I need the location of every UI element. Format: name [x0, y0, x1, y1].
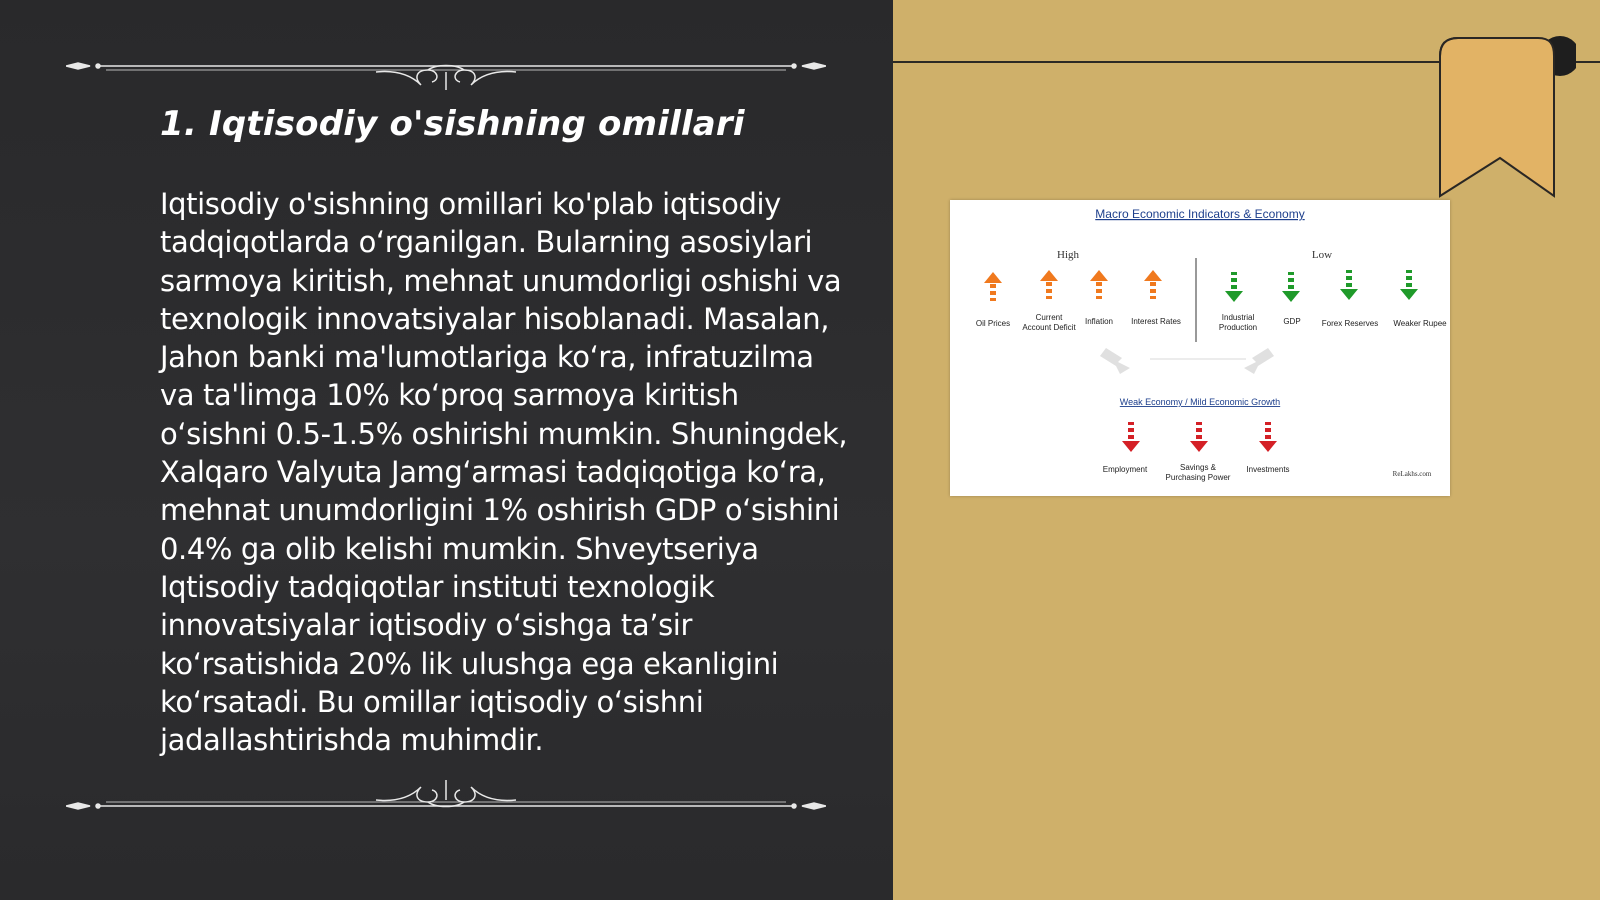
investments-down-arrow-icon: [1259, 422, 1277, 452]
low-item-label: Industrial: [1221, 313, 1255, 322]
high-item-label: Oil Prices: [975, 319, 1011, 328]
result-item-label: Employment: [1102, 465, 1148, 474]
result-item-label: Investments: [1246, 465, 1290, 474]
result-item-label: Savings &: [1179, 463, 1217, 472]
bottom-ornament-divider: [66, 776, 826, 826]
slide-body-text: Iqtisodiy o'sishning omillari ko'plab iqtisodiy tadqiqotlarda o‘rganilgan. Bularning asosiylari sarmoya kiritish, mehnat unumdorligi oshishi va texnologik innovatsiyalar hisoblanadi. Masalan, Jahon banki ma'lumotlariga ko‘ra, infratuzilma va ta'limga 10% ko‘proq sarmoya kiritish o‘sishni 0.5-1.5% oshirishi mumkin. Shuningdek, Xalqaro Valyuta Jamg‘armasi tadqiqotiga ko‘ra, mehnat unumdorligini 1% oshirish GDP o‘sishini 0.4% ga olib kelishi mumkin. Shveytseriya Iqtisodiy tadqiqotlar instituti texnologik innovatsiyalar iqtisodiy o‘sishga ta’sir ko‘rsatishida 20% lik ulushga ega ekanligini ko‘rsatadi. Bu omillar iqtisodiy o‘sishni jadallashtirishda muhimdir.: [160, 187, 848, 758]
low-item-label: Production: [1218, 323, 1258, 332]
result-label: Weak Economy / Mild Economic Growth: [1119, 397, 1281, 407]
high-item-label: Account Deficit: [1022, 323, 1076, 332]
oil-prices-up-arrow-icon: [984, 272, 1002, 301]
top-ornament-divider: [66, 40, 826, 90]
source-credit: ReLakhs.com: [1392, 470, 1432, 478]
low-item-label: Weaker Rupee: [1393, 319, 1447, 328]
result-item-label: Purchasing Power: [1165, 473, 1231, 482]
forex-reserves-down-arrow-icon: [1340, 270, 1358, 300]
current-account-deficit-up-arrow-icon: [1040, 270, 1058, 299]
low-label: Low: [1311, 249, 1333, 261]
interest-rates-up-arrow-icon: [1144, 270, 1162, 299]
savings-down-arrow-icon: [1190, 422, 1208, 452]
bookmark-icon: [1436, 34, 1576, 204]
low-item-label: GDP: [1283, 317, 1301, 326]
infographic-title: Macro Economic Indicators & Economy: [1095, 207, 1305, 221]
industrial-production-down-arrow-icon: [1225, 272, 1243, 302]
high-item-label: Interest Rates: [1131, 317, 1181, 326]
inflation-up-arrow-icon: [1090, 270, 1108, 299]
connector-arrows: [1100, 348, 1274, 374]
high-item-label: Inflation: [1084, 317, 1114, 326]
low-item-label: Forex Reserves: [1321, 319, 1379, 328]
slide-title: 1. Iqtisodiy o'sishning omillari: [160, 104, 745, 144]
employment-down-arrow-icon: [1122, 422, 1140, 452]
high-item-label: Current: [1035, 313, 1063, 322]
gdp-down-arrow-icon: [1282, 272, 1300, 302]
high-label: High: [1057, 249, 1079, 261]
infographic-canvas: [950, 200, 1450, 496]
weaker-rupee-down-arrow-icon: [1400, 270, 1418, 300]
macro-indicators-infographic: [950, 200, 1450, 496]
